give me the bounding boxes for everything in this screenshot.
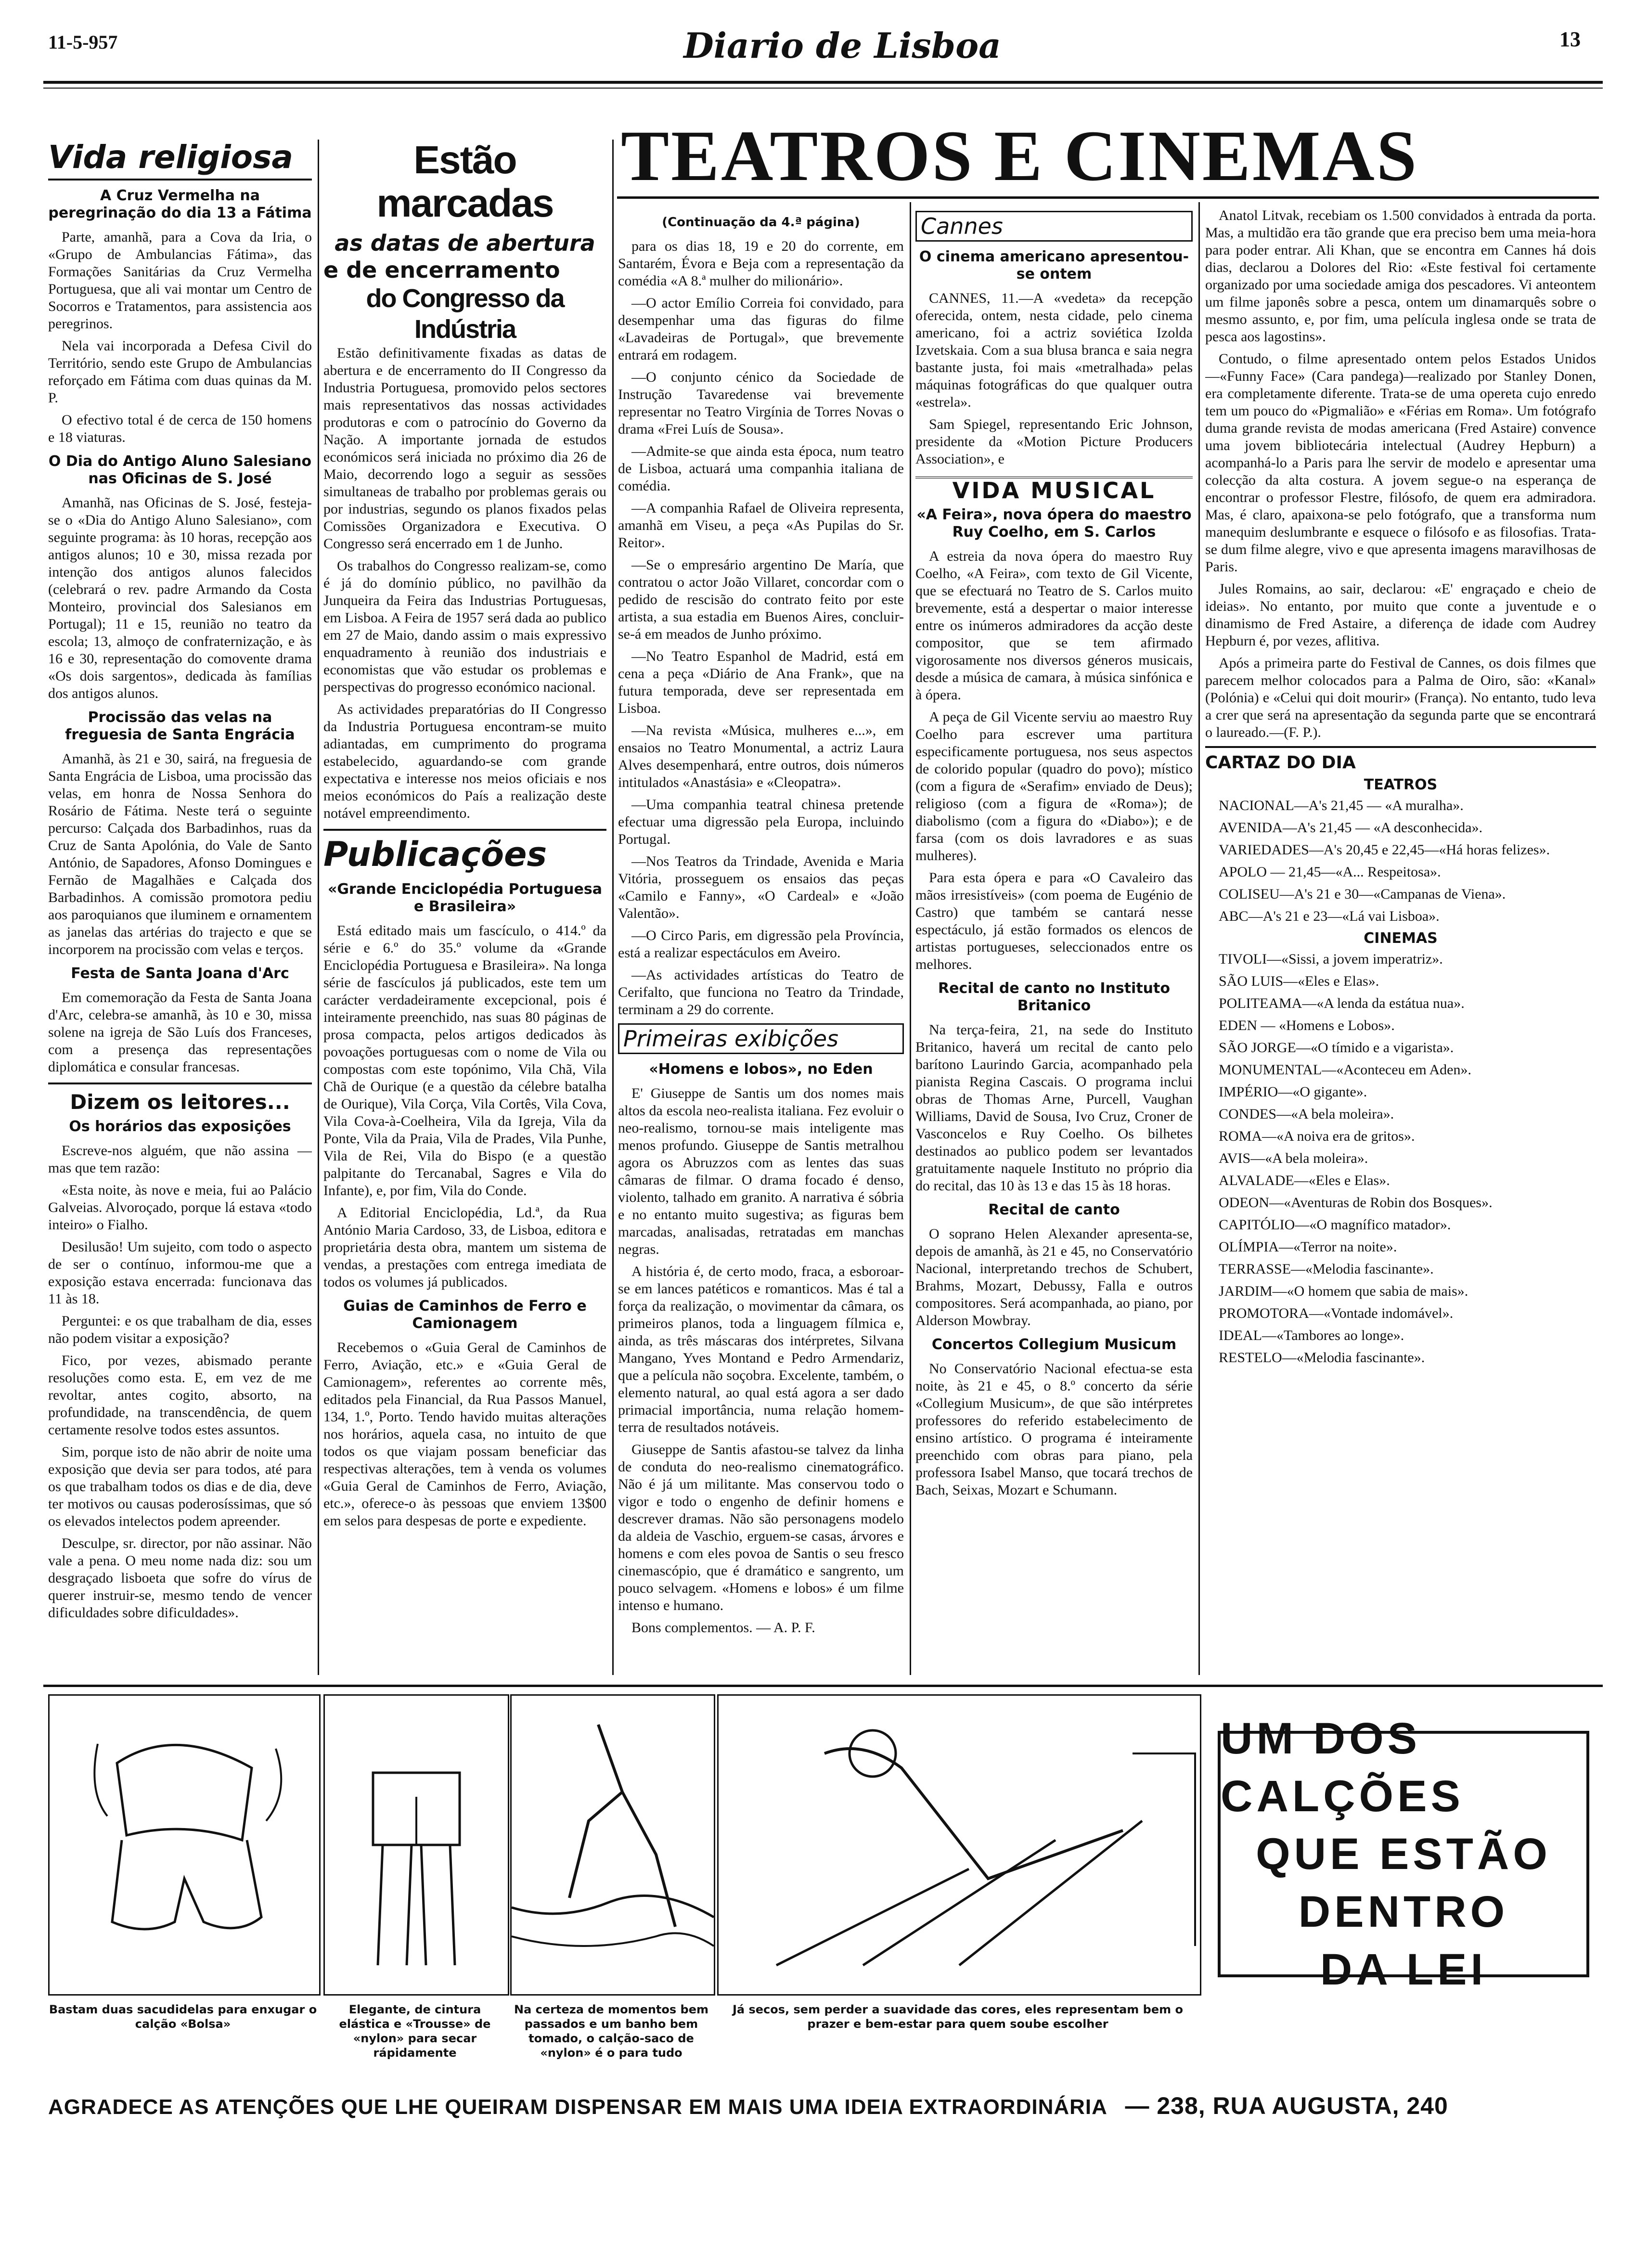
listing-item: TERRASSE—«Melodia fascinante». — [1219, 1261, 1434, 1277]
article-title: O Dia do Antigo Aluno Salesiano nas Oficinas de S. José — [48, 453, 312, 487]
article — [48, 709, 312, 958]
paragraph: Em comemoração da Festa de Santa Joana d'Arc, celebra-se amanhã, às 10 e 30, missa solene na igreja de São Luís dos Franceses, com a presença das representações diplomática e consular francesas. — [48, 990, 312, 1075]
paragraph: Nela vai incorporada a Defesa Civil do Território, sendo este Grupo de Ambulancias reforçado em Fátima com duas quinas da M. P. — [48, 338, 312, 406]
article-title: Recital de canto no Instituto Britanico — [938, 980, 1170, 1014]
paragraph: Sam Spiegel, representando Eric Johnson, presidente da «Motion Picture Producers Association», e — [915, 416, 1193, 467]
listing-item: APOLO — 21,45—«A... Respeitosa». — [1219, 864, 1441, 880]
paragraph: Após a primeira parte do Festival de Cannes, os dois filmes que parecem melhor colocados para a Palma de Oiro, são: «Kanal» (Polónia) e «Celui qui doit mourir» (França). No entanto, tudo leva a crer que será na apresentação da segunda parte que se encontrará o laureado.—(F. P.). — [1205, 655, 1596, 740]
advert-rule — [43, 1685, 1603, 1687]
article-title: Festa de Santa Joana d'Arc — [71, 965, 289, 982]
paragraph: O efectivo total é de cerca de 150 homens e 18 viaturas. — [48, 412, 312, 445]
masthead-rule — [43, 81, 1603, 84]
article — [48, 453, 312, 702]
article-title: «A Feira», nova ópera do maestro Ruy Coelho, em S. Carlos — [916, 506, 1192, 541]
listing-item: POLITEAMA—«A lenda da estátua nua». — [1219, 995, 1465, 1011]
paragraph: Bons complementos. — A. P. F. — [631, 1620, 815, 1636]
column-congresso — [323, 139, 606, 1679]
paragraph: No Conservatório Nacional efectua-se esta noite, às 21 e 45, o 8.º concerto da série «Collegium Musicum», de que são intérpretes professores do referido estabelecimento de ensino artístico. O programa é inteiramente preenchido com obras para piano, pela professora Isabel Manso, que tocará trechos de Bach, Seixas, Mozart e Schumann. — [915, 1361, 1193, 1498]
subheading-teatros: TEATROS — [1364, 776, 1438, 793]
column-divider — [1198, 202, 1200, 1675]
headline-line: do Congresso da Indústria — [366, 284, 564, 344]
paragraph: Amanhã, às 21 e 30, sairá, na freguesia de Santa Engrácia de Lisboa, uma procissão das velas, em honra de Nossa Senhora do Rosário de Fátima. Neste terá o seguinte percurso: Calçada dos Barbadinhos, ruas da Cruz de Santa Apolónia, do Vale de Santo António, de Sapadores, Afonso Domingues e Fernão de Magalhães e Calçada dos Barbadinhos. A comissão promotora pediu aos paroquianos que iluminem e ornamentem as janelas das artérias do trajecto e que se incorporem na procissão com velas e terços. — [48, 751, 312, 957]
listing-item: SÃO JORGE—«O tímido e a vigarista». — [1219, 1040, 1454, 1056]
listing-item: IDEAL—«Tambores ao longe». — [1219, 1327, 1404, 1343]
paragraph: A estreia da nova ópera do maestro Ruy Coelho, «A Feira», com texto de Gil Vicente, que se efectuará no Teatro de S. Carlos muito brevemente, está a despertar o maior interesse entre os inúmeros admiradores da acção deste compositor, que se tem afirmado vigorosamente nos diversos géneros musicais, desde a música de camara, à música sinfónica e à ópera. — [915, 548, 1193, 703]
paragraph: Contudo, o filme apresentado ontem pelos Estados Unidos—«Funny Face» (Cara pandega)—realizado por Stanley Donen, era completamente diferente. Trata-se de uma opereta cujo enredo tem um pouco do «Pigmalião» e «Férias em Roma». Um fotógrafo duma grande revista de modas americana (Fred Astaire) convence uma jovem bibliotecária intelectual (Audrey Hepburn) a acompanhá-lo a Paris para lhe servir de modelo e apresentar uma colecção da alta costura. A jovem segue-o na esperança de encontrar o professor Flestre, filósofo, de quem era admiradora. Mas, é claro, apaixona-se pelo fotógrafo, que a transforma num manequim deslumbrante e esquece o filósofo e as filosofias. Trata-se dum filme alegre, vivo e que apresenta imagens maravilhosas de Paris. — [1205, 351, 1596, 575]
paragraph: —Nos Teatros da Trindade, Avenida e Maria Vitória, prosseguem os ensaios das peças «Camilo e Fanny», «O Cardeal» e «João Valentão». — [618, 853, 904, 921]
advert-caption: Já secos, sem perder a suavidade das cores, eles representam bem o prazer e bem-estar para quem soube escolher — [733, 2003, 1183, 2031]
listing-item: EDEN — «Homens e Lobos». — [1219, 1018, 1395, 1033]
listing-item: SÃO LUIS—«Eles e Elas». — [1219, 973, 1379, 989]
continuation-note: (Continuação da 4.ª página) — [662, 215, 860, 230]
paragraph: E' Giuseppe de Santis um dos nomes mais altos da escola neo-realista italiana. Fez evoluir o neo-realismo, tornou-se mais inteligente mas menos profundo. Giuseppe de Santis metralhou agora os Abruzzos com as lentes das suas câmaras de filmar. O drama focado é denso, violento, talhado em granito. A narrativa é sóbria e no entanto muito sugestiva; as figuras bem marcadas, analisadas, retratadas em manchas negras. — [618, 1085, 904, 1257]
column-divider — [612, 140, 614, 1675]
article-title: Procissão das velas na freguesia de Santa Engrácia — [65, 709, 295, 743]
page-number: 13 — [1559, 27, 1581, 51]
paragraph: Parte, amanhã, para a Cova da Iria, o «Grupo de Ambulancias Fátima», das Formações Sanitárias da Cruz Vermelha Portuguesa, que ali vai montar um Centro de Socorros e Tratamentos, para assistencia aos peregrinos. — [48, 229, 312, 332]
paragraph: Está editado mais um fascículo, o 414.º da série e 6.º do 35.º volume da «Grande Enciclopédia Portuguesa e Brasileira». Na longa série de fascículos já publicados, este tem um carácter verdadeiramente excepcional, pois é inteiramente preenchido, nas suas 80 páginas de prosa compacta, pelos artigos dedicados às povoações portuguesas com o nome de Vila ou compostas com este topónimo, Vila Chã, Vila Chã de Ourique (e a questão da célebre batalha de Ourique), Vila Corça, Vila Cortês, Vila Cova, Vila Cova-à-Coelheira, Vila da Igreja, Vila da Ponte, Vila da Praia, Vila de Prades, Vila Punhe, Vila de Rei, Vila do Bispo (e a questão palpitante do Tercanabal, Sagres e Vila do Infante), e, por fim, Vila do Conde. — [323, 923, 606, 1198]
section-heading-publicacoes: Publicações — [323, 835, 547, 874]
section-heading-teatros-e-cinemas: TEATROS E CINEMAS — [621, 116, 1419, 196]
slogan-line: DENTRO — [1298, 1887, 1509, 1936]
listing-item: RESTELO—«Melodia fascinante». — [1219, 1350, 1425, 1366]
article — [48, 965, 312, 1076]
advert-address: — 238, RUA AUGUSTA, 240 — [1125, 2092, 1448, 2119]
article-title: Recital de canto — [988, 1201, 1120, 1218]
paragraph: O soprano Helen Alexander apresenta-se, depois de amanhã, às 21 e 45, no Conservatório Nacional, interpretando trechos de Schubert, Brahms, Mozart, Debussy, Falla e outros compositores. Será acompanhada, ao piano, por Alderson Mowbray. — [915, 1226, 1193, 1328]
paragraph: Escreve-nos alguém, que não assina — mas que tem razão: — [48, 1143, 312, 1176]
divider — [48, 1082, 312, 1084]
paragraph: —Na revista «Música, mulheres e...», em ensaios no Teatro Monumental, a actriz Laura Alves desempenhará, entre outros, dois números intitulados «Anastásia» e «Cleopatra». — [618, 722, 904, 790]
article-title: Os horários das exposições — [69, 1118, 291, 1135]
section-heading-cannes: Cannes — [915, 211, 1193, 242]
paragraph: Amanhã, nas Oficinas de S. José, festeja-se o «Dia do Antigo Aluno Salesiano», com seguinte programa: às 10 horas, recepção aos antigos alunos; 10 e 30, missa rezada por intenção dos antigos alunos falecidos (celebrará o rev. padre Armando da Costa Monteiro, provincial dos Salesianos em Portugal); 11 e 15, reunião no teatro da escola; 13, almoço de confraternização, e às 16 e 30, representação do comovente drama «Os dois sargentos», dedicada às famílias dos antigos alunos. — [48, 495, 312, 701]
listing-item: ROMA—«A noiva era de gritos». — [1219, 1128, 1415, 1144]
article-title: A Cruz Vermelha na peregrinação do dia 13 a Fátima — [48, 187, 312, 221]
column-divider — [910, 202, 911, 1675]
listing-item: MONUMENTAL—«Aconteceu em Aden». — [1219, 1062, 1471, 1078]
paragraph: —A companhia Rafael de Oliveira representa, amanhã em Viseu, a peça «As Pupilas do Sr. Reitor». — [618, 500, 904, 551]
paragraph: Anatol Litvak, recebiam os 1.500 convidados à entrada da porta. Mas, a multidão era tão grande que era preciso bem uma meia-hora para poder entrar. Ali Khan, que se encontra em Cannes há dois dias, declarou a Dolores del Rio: «Este festival foi certamente organizado por uma sociedade amiga dos pescadores. Vi anteontem um filme japonês sobre a pesca, ontem um dinamarquês sobre o mesmo assunto, e, por fim, uma película inglesa onde se trata de pesca aos lagostins». — [1205, 207, 1596, 345]
paragraph: —O actor Emílio Correia foi convidado, para desempenhar uma das figuras do filme «Lavadeiras de Portugal», que brevemente entrará em rodagem. — [618, 295, 904, 363]
paragraph: Para esta ópera e para «O Cavaleiro das mãos irresistíveis» (com poema de Eugénio de Castro) que também se cantará nesse espectáculo, já estão formados os elencos de artistas portugueses, seleccionados entre os melhores. — [915, 870, 1193, 972]
section-heading-vida-religiosa: Vida religiosa — [48, 139, 312, 180]
listing-item: JARDIM—«O homem que sabia de mais». — [1219, 1283, 1468, 1299]
masthead-rule-thin — [43, 88, 1603, 89]
paragraph: para os dias 18, 19 e 20 do corrente, em Santarém, Évora e Beja com a representação da comédia «A 8.ª mulher do milionário». — [618, 238, 904, 289]
paragraph: Giuseppe de Santis afastou-se talvez da linha de conduta do neo-realismo cinematográfico. Não é já um militante. Mas conservou todo o vigor e todo o engenho de definir homens e descrever dramas. Não são personagens modelo da aldeia de Vaschio, erguem-se casas, árvores e homens e com eles povoa de Santis o seu fresco cinemascópio, que é dramático e sangrento, um pouco selvagem. «Homens e lobos» é um filme intenso e humano. — [618, 1442, 904, 1613]
listing-item: CONDES—«A bela moleira». — [1219, 1106, 1394, 1122]
advert-caption: Na certeza de momentos bem passados e um banho bem tomado, o calção-saco de «nylon» é o para tudo — [514, 2003, 708, 2060]
illustration-shorts-running — [512, 1696, 714, 1994]
advert-illustration-running — [510, 1694, 715, 1996]
divider — [323, 829, 606, 831]
listing-item: VARIEDADES—A's 20,45 e 22,45—«Há horas felizes». — [1219, 842, 1550, 858]
section-heading-vida-musical: VIDA MUSICAL — [915, 477, 1193, 500]
listing-item: IMPÉRIO—«O gigante». — [1219, 1084, 1367, 1100]
illustration-man-deckchair — [719, 1696, 1200, 1994]
article-title: Concertos Collegium Musicum — [931, 1336, 1177, 1353]
advert-slogan-box — [1218, 1714, 1589, 1994]
paragraph: Sim, porque isto de não abrir de noite uma exposição que devia ser para todos, até para os que trabalham todos os dias e de dia, deve ter motivos ou causas poderosíssimas, que só os elevados intelectos podem apreender. — [48, 1444, 312, 1529]
paragraph: Jules Romains, ao sair, declarou: «E' engraçado e cheio de ideias». No entanto, por muito que conte a juventude e o dinamismo de Fred Astaire, a diferença de idade com Audrey Hepburn é, por vezes, aflitiva. — [1205, 581, 1596, 649]
subheading-cinemas: CINEMAS — [1364, 930, 1438, 947]
listing-item: ODEON—«Aventuras de Robin dos Bosques». — [1219, 1195, 1493, 1211]
section-heading-cartaz-do-dia: CARTAZ DO DIA — [1205, 753, 1356, 773]
divider — [1205, 746, 1596, 748]
listing-item: AVENIDA—A's 21,45 — «A desconhecida». — [1219, 820, 1483, 836]
paragraph: —Se o empresário argentino De María, que contratou o actor João Villaret, concordar com o pedido de rescisão do contrato feito por este artista, a sua estadia em Buenos Aires, concluir-se-á em meados de Junho próximo. — [618, 557, 904, 642]
column-teatros-2 — [915, 207, 1193, 1680]
section-heading-primeiras-exibicoes: Primeiras exibições — [618, 1023, 904, 1054]
paragraph: Estão definitivamente fixadas as datas de abertura e de encerramento do II Congresso da Industria Portuguesa, promovido pelos sectores mais representativos das nossas actividades produtoras e com o patrocínio do Governo da Nação. A importante jornada de estudos económicos será iniciada no próximo dia 26 de Maio, decorrendo logo a seguir as sessões simultaneas de trabalho por problemas gerais ou por industrias, segundo os planos fixados pelas Comissões Organizadora e Executiva. O Congresso será encerrado em 1 de Junho. — [323, 345, 606, 552]
listing-item: TIVOLI—«Sissi, a jovem imperatriz». — [1219, 951, 1443, 967]
illustration-shorts-shake — [50, 1696, 319, 1994]
paragraph: Os trabalhos do Congresso realizam-se, como é já do domínio público, no pavilhão da Junqueira da Feira das Industrias Portuguesas, em Lisboa. A Feira de 1957 será dada ao publico em 27 de Maio, dando assim o mais expressivo enquadramento à reunião dos industriais e economistas que vão estudar os problemas e perspectivas do progresso económico nacional. — [323, 558, 606, 695]
listing-item: AVIS—«A bela moleira». — [1219, 1150, 1368, 1166]
section-rule — [617, 196, 1599, 199]
masthead-title: Diario de Lisboa — [683, 25, 1001, 66]
paragraph: Recebemos o «Guia Geral de Caminhos de Ferro, Aviação, etc.» e «Guia Geral de Camionagem», referentes ao corrente mês, editados pela Financial, da Rua Passos Manuel, 134, 1.º, Porto. Tendo havido muitas alterações nos horários, aquela casa, no intuito de que todos os que viajam possam beneficiar das respectivas alterações, tem à venda os volumes «Guia Geral de Caminhos de Ferro, Aviação, etc.», oferece-o às pessoas que enviem 13$00 em selos para despesas de porte e expediente. — [323, 1340, 606, 1529]
listing-item: ALVALADE—«Eles e Elas». — [1219, 1173, 1390, 1188]
listing-item: OLÍMPIA—«Terror na noite». — [1219, 1239, 1397, 1255]
column-teatros-1 — [618, 207, 904, 1680]
article-title: Guias de Caminhos de Ferro e Camionagem — [343, 1298, 587, 1332]
article — [48, 187, 312, 446]
paragraph: As actividades preparatórias do II Congresso da Industria Portuguesa encontram-se muito adiantadas, em cumprimento do programa estabelecido, aguardando-se com grande expectativa e interesse nos meios oficiais e nos meios económicos do País a realização deste notável empreendimento. — [323, 701, 606, 821]
headline-line: e de encerramento — [323, 257, 560, 283]
paragraph: Na terça-feira, 21, na sede do Instituto Britanico, haverá um recital de canto pelo barítono Laurindo Garcia, acompanhado pela pianista Regina Cascais. O programa inclui obras de Thomas Arne, Purcell, Vaughan Williams, David de Sousa, Ivo Cruz, Croner de Vasconcelos e Ruy Coelho. Os bilhetes destinados ao publico podem ser levantados gratuitamente naquele Instituto no próprio dia do recital, das 10 às 13 e das 15 às 18 horas. — [915, 1022, 1193, 1194]
slogan-line: UM DOS CALÇÕES — [1221, 1714, 1464, 1821]
paragraph: —As actividades artísticas do Teatro de Cerifalto, que funciona no Teatro da Trindade, terminam a 29 do corrente. — [618, 967, 904, 1018]
advert-caption: Elegante, de cintura elástica e «Trousse» de «nylon» para secar rápidamente — [339, 2003, 491, 2060]
article-title: «Grande Enciclopédia Portuguesa e Brasileira» — [328, 881, 602, 915]
paragraph: Fico, por vezes, abismado perante resoluções como esta. E, em vez de me revoltar, antes cogito, absorto, na profundidade, na transcendência, de quem certamente resolve todos estes assuntos. — [48, 1353, 312, 1438]
paragraph: A peça de Gil Vicente serviu ao maestro Ruy Coelho para escrever uma partitura especificamente portuguesa, nos seus aspectos de colorido popular (quadro do povo); místico (com a figura de «Serafim» enviado de Deus); religioso (com a figura de «Roma»); de diabolismo (com a figura do «Diabo»); e de farsa (com os dois lavradores e as suas mulheres). — [915, 709, 1193, 863]
paragraph: Perguntei: e os que trabalham de dia, esses não podem visitar a exposição? — [48, 1313, 312, 1346]
paragraph: —Admite-se que ainda esta época, num teatro de Lisboa, actuará uma companhia italiana de comédia. — [618, 443, 904, 494]
slogan-line: QUE ESTÃO — [1256, 1830, 1551, 1879]
paragraph: —O Circo Paris, em digressão pela Província, está a realizar espectáculos em Aveiro. — [618, 928, 904, 961]
illustration-shorts-wear — [325, 1696, 508, 1994]
paragraph: CANNES, 11.—A «vedeta» da recepção oferecida, ontem, nesta cidade, pelo cinema americano, foi a actriz soviética Izolda Izvetskaia. Com a sua blusa branca e saia negra bastante justa, foi mais «metralhada» pelas máquinas fotográficas do que qualquer outra «estrela». — [915, 290, 1193, 410]
paragraph: Desilusão! Um sujeito, com todo o aspecto de ser o contínuo, informou-me que a exposição estava encerrada: funcionava das 11 às 18. — [48, 1239, 312, 1307]
paragraph: Desculpe, sr. director, por não assinar. Não vale a pena. O meu nome nada diz: sou um desgraçado lisboeta que sofre do vírus de querer instruir-se, mesmo tendo de vencer dificuldades sobre dificuldades». — [48, 1535, 312, 1621]
listing-item: CAPITÓLIO—«O magnífico matador». — [1219, 1217, 1451, 1233]
listing-item: COLISEU—A's 21 e 30—«Campanas de Viena». — [1219, 886, 1506, 902]
paragraph: —Uma companhia teatral chinesa pretende efectuar uma digressão pela Europa, incluindo Portugal. — [618, 797, 904, 847]
paragraph: A Editorial Enciclopédia, Ld.ª, da Rua António Maria Cardoso, 33, de Lisboa, editora e proprietária desta obra, mantem um sistema de vendas, a prestações com entrega imediata de todos os volumes já publicados. — [323, 1205, 606, 1290]
column-divider — [318, 140, 319, 1675]
paragraph: A história é, de certo modo, fraca, a esboroar-se em lances patéticos e romanticos. Mas é tal a força da realização, o movimentar da câmara, os primeiros planos, toda a linguagem fílmica e, ainda, as três máscaras dos intérpretes, Silvana Mangano, Yves Montand e Pedro Armendariz, que a película não soçobra. Excelente, também, o elemento natural, ao qual está agora a ser dado primacial importância, numa relação homem-terra de resultados notáveis. — [618, 1263, 904, 1435]
column-vida-religiosa — [48, 139, 312, 1679]
advert-illustration-deckchair — [717, 1694, 1201, 1996]
masthead-date: 11-5-957 — [48, 31, 118, 53]
article-title: «Homens e lobos», no Eden — [649, 1061, 873, 1078]
headline: Estão marcadas — [376, 139, 554, 225]
paragraph: —No Teatro Espanhol de Madrid, está em cena a peça «Diário de Ana Frank», que na futura temporada, deve ser representada em Lisboa. — [618, 648, 904, 716]
section-heading-dizem-os-leitores: Dizem os leitores... — [70, 1090, 290, 1114]
paragraph: «Esta noite, às nove e meia, fui ao Palácio Galveias. Alvoroçado, porque lá estava «todo inteiro» o Fialho. — [48, 1182, 312, 1233]
advert-illustration-shaking — [48, 1694, 321, 1996]
listing-item: ABC—A's 21 e 23—«Lá vai Lisboa». — [1219, 908, 1440, 924]
advert-banner — [48, 2089, 1598, 2118]
advert-banner-text: AGRADECE AS ATENÇÕES QUE LHE QUEIRAM DISPENSAR EM MAIS UMA IDEIA EXTRAORDINÁRIA — [48, 2095, 1107, 2119]
slogan-line: DA LEI — [1320, 1945, 1487, 1994]
column-teatros-3 — [1205, 207, 1596, 1680]
paragraph: —O conjunto cénico da Sociedade de Instrução Tavaredense vai brevemente representar no Teatro Virgínia de Torres Novas o drama «Frei Luís de Sousa». — [618, 369, 904, 437]
advert-illustration-legs — [323, 1694, 509, 1996]
advert-caption: Bastam duas sacudidelas para enxugar o calção «Bolsa» — [49, 2003, 317, 2031]
headline-line: as datas de abertura — [335, 230, 595, 256]
article-title: O cinema americano apresentou-se ontem — [919, 248, 1189, 283]
listing-item: PROMOTORA—«Vontade indomável». — [1219, 1305, 1454, 1321]
listing-item: NACIONAL—A's 21,45 — «A muralha». — [1219, 798, 1464, 813]
